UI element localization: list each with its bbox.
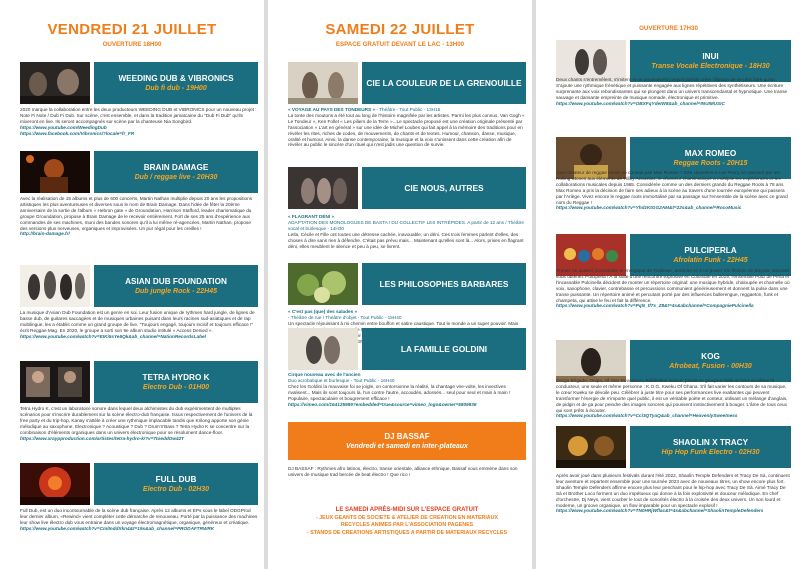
act-description: Prenez un quartet iconoclaste et énergique de Toulouse, associez-le à un power trio féminin de Bogota, secouez, vous obtenez Pulciperla ! A la suite d'une rencontre explosive en Colombie en 2019, l'ensemble Pulci de Perla et l'incassable Pulcinella décident de monter un répertoire original: une musique hybride, chaloupée et charnelle où voix, saxophone, clavier, contrebasse et percussions communient généreusement et donnent la pulse dans une transe puissante. Un répertoire animé et percutant porté par des influences bullerengue, reggaeton, funk et champeta, qui attise le feu et fait la différence. https://www.youtube.com/watch?v=PqN_tf7s_Z8&t=4s&abchannel=CompagniePulcinella: [556, 268, 791, 309]
act-description: La musique d'Asian Dub Foundation est un genre en soi. Leur fusion unique de rythmes hard jungle, de lignes de basse dub, de guitares saccagées et de musiques urbaines puisant dans leurs racines sud-asiatiques et de rap multilingue, les a établis comme un grand groupe de live. "Toujours engagé, toujours incisif et toujours efficace !" écrit Reggae Mag. En 2020, le groupe a sorti son 9e album studio intitulé « Access Denied ». https://www.youtube.com/watch?v=EIKi5sYe5Qk&ab_channel=NationRecordsLabel: [20, 310, 258, 340]
act-band-tetra-hydro-k: [20, 361, 258, 403]
artist-photo: [288, 328, 358, 370]
act-title-box: [362, 62, 526, 104]
act-name: CIE LA COULEUR DE LA GRENOUILLE: [366, 77, 522, 88]
artist-photo: [288, 167, 358, 209]
act-link[interactable]: https://www.youtube.com/watch?v=YhdzKtGG2AM&t=22s&ab_channel=RocoMusic: [556, 205, 742, 211]
act-title-box: [94, 265, 258, 307]
act-link[interactable]: https://www.facebook.com/Vibronics/?locale=fr_FR: [20, 130, 135, 136]
act-name: INUI: [702, 51, 719, 61]
day-heading: VENDREDI 21 JUILLET: [47, 21, 217, 38]
act-description: Deux chants s'entremêlent, s'imitent et se poursuivent jusqu'à parfois créer l'illusion de ne plus faire qu'un. S'ajoute une rythmique frénétique et puissante engagée aux lignes répétitives des synthétiseurs. Une écriture surprenante aux voix rebondissantes qui se plongent dans un univers transcendantal et hypnotique. Une transe sauvage et dansante empreinte de musique nomade, électronique et primitive. https://www.youtube.com/watch?v=OBXFqYdeIW8&ab_channel=INUIMUSIC: [556, 77, 791, 107]
opening-time: OUVERTURE 17H30: [639, 25, 698, 32]
act-description: « VOYAGE AU PAYS DES TONDEURS » - Théâtre - Tout Public - 13H15 La tonte des moutons a été tout au long de l'histoire magnifiée par les artistes. Parmi les plus connus, Van Gogh « Le Tondeur », Ken Follet « Les piliers de la Terre »...Le spectacle proposé est une création originale présenté par l'association « L'art en général » sur une idée de Michel Loubes qui fait appel à la mémoire des traditions pour en révéler les rites, riches de codes, de mouvements, de chants et de textes. Humour, chanson, danse, musique, oralité et humour. Ainsi, la danse contemporaine, la musique et la voix s'unissent dans cette création afin de révéler au public le sincère d'un rituel qui n'est jadis une question de survie.: [288, 107, 525, 148]
act-genre: Afrobeat, Fusion - 00H30: [669, 362, 752, 370]
act-band-weeding-dub: [20, 62, 258, 104]
act-name: CIE NOUS, AUTRES: [404, 182, 484, 193]
act-genre: Afrolatin Funk - 22H45: [673, 256, 748, 264]
act-name: TETRA HYDRO K: [142, 372, 210, 382]
act-link[interactable]: https://www.youtube.com/watch?v=Ccl3QTyaQ&ab_channel=HeavenlySweetness: [556, 413, 738, 419]
artist-photo: [556, 340, 626, 382]
act-band-shaolin: [556, 426, 791, 468]
artist-photo: [20, 151, 90, 193]
act-description: Zongo Brigade, Onipa, All Star Revolution, Riddimtion Sound, plusieurs groupes mais un seul et même fil conducteur, une seule et même personne : K.O.G. Kweku Of Ghana. S'il fait varier les contours de sa musique, le cœur Kweku se dévoile peu. Célébrer à juste titre pour ses performances live exaltantes qui peuvent transformer l'énergie de n'importe quel public, il est un véritable poète et conteur, utilisant un mélange d'anglais, de pidgin et de ga pour peindre des images sonores qui poussent instinctivement à bouger. L'âme de tous ceux qui sont prêts à écouter. https://www.youtube.com/watch?v=Ccl3QTyaQ&ab_channel=HeavenlySweetness: [556, 378, 791, 419]
act-genre: Transe Vocale Electronique - 18H30: [651, 62, 770, 70]
act-name: PULCIPERLA: [684, 245, 737, 255]
act-name: WEEDING DUB & VIBRONICS: [118, 73, 234, 83]
act-name: LA FAMILLE GOLDINI: [400, 343, 488, 354]
act-title-box: [630, 426, 791, 468]
act-link[interactable]: https://www.xraypproduction.com/artistes/tetra-hydro-k/?v=7toeddOw42T: [20, 435, 185, 441]
dj-banner: [288, 422, 526, 460]
show-info: - Théâtre - Tout Public - 13H15: [376, 107, 441, 112]
act-genre: Dub / reggae live - 20H30: [134, 173, 218, 181]
act-band-brain-damage: [20, 151, 258, 193]
artist-photo: [556, 426, 626, 468]
act-band-famille-goldini: [288, 328, 526, 370]
show-info: ADAPTATION DES MONOLOGUES DE BASTA ! DU COLLECTIF LES INTRÉPIDES. A partir de 12 ans / Théâtre vocal et burlesque - 14H30: [288, 219, 524, 231]
act-link[interactable]: http://brain-damage.fr/: [20, 231, 70, 237]
act-genre: Hip Hop Funk Electro - 02H30: [661, 448, 760, 456]
act-link[interactable]: https://www.youtube.com/watch?v=OBXFqYdeIW8&ab_channel=INUIMUSIC: [556, 100, 725, 106]
act-title-box: [94, 151, 258, 193]
act-description: 2020 marque la collaboration entre les deux producteurs WEEDING DUB et VIBRONICS pour un nouveau projet : Note Fi Note / Dub Fi Dub. Sur scène, c'est ensemble, et dans la tradition jamaïcaine du "Dub Fi Dub" qu'ils mixeront en live. Ils seront accompagnés sur scène par la chanteuse Nia Songbird. https://www.youtube.com/WeedingDub https://www.facebook.com/Vibronics/?locale=fr_FR: [20, 107, 257, 136]
show-info: - Théâtre de rue / Théâtre d'objet - Tout Public - 15H40: [288, 314, 402, 320]
artist-photo: [20, 62, 90, 104]
act-title-box: [630, 40, 791, 82]
artist-photo: [556, 40, 626, 82]
act-description: Quel amateur de reggae music ne connait pas Max Romeo ? Des Upsetters à Lee Perry, en passant par les Rolling Stones aux éléments de Trilby Acoustics, le chanteur charismatique a multiplié les expériences et les collaborations musicales depuis 1965. Considérée comme un des derniers grands du Reggae Roots à 78 ans Max Romeo a pris la décision de faire ses adieux à la scène au travers d'une tournée européenne qui passera par l'Ariège. Vivez encore le reggae roots immortalisé par sa passage sur l'ensemble de la scène avec ce grand nom du Reggae ! https://www.youtube.com/watch?v=YhdzKtGG2AM&t=22s&ab_channel=RocoMusic: [556, 170, 791, 211]
act-name: ASIAN DUB FOUNDATION: [125, 276, 227, 286]
day-heading: SAMEDI 22 JUILLET: [325, 21, 475, 38]
page-vendredi: [0, 0, 264, 569]
act-description: « C'est pas (que) des salades » - Théâtre de rue / Théâtre d'objet - Tout Public - 15H40 Un spectacle réjouissant à mi chemin entre bouffon et satire caustique. Tout le monde a un super pouvoir. Mais: [288, 309, 526, 344]
act-description: Cirque nouveau avec de l'ancien Duo acrobatique et burlesque - Tout Public - 16H40 Chez les Goldini la mauvaise foi se joigle, on contorsionne la réalité, la chantage vire-volte, les invectives rivalisent... Mais ils sont toujours là, l'un contre l'autre, accoudés, adossés... seul pour seul et main à main ! Populaire, spectaculaire et bougrement efficace ! https://vimeo.com/164125989?embedded=true&source=vimeo_logo&owner=5809936: [288, 372, 526, 407]
act-genre: Dub jungle Rock - 22H45: [134, 287, 218, 295]
act-genre: Electro Dub - 01H00: [142, 383, 210, 391]
act-name: SHAOLIN X TRACY: [672, 437, 749, 447]
act-description: Full Dub, est un duo incontournable de la scène dub française. Après 12 albums et EPs sous le label ODGProd leur dernier album, «Rewind» vient compléter cette démarche de renouveau. Porté par la puissance des machines leur show live électro dub vous entraine dans un voyage électromagnétique, organique, généreux et créatique. https://www.youtube.com/watch?v=CmlInddXkn4&t=19s&ab_channel=PRODAFTRWRK: [20, 508, 258, 531]
opening-time: ESPACE GRATUIT DEVANT LE LAC - 13H00: [335, 41, 465, 48]
act-link[interactable]: https://www.youtube.com/watch?v=EIKi5sYe5Qk&ab_channel=NationRecordsLabel: [20, 333, 206, 339]
activities-title: LE SAMEDI APRÈS-MIDI SUR L'ESPACE GRATUIT: [335, 507, 479, 513]
act-band-philosophes-barbares: [288, 263, 526, 305]
act-title-box: [94, 62, 258, 104]
dj-description: DJ BASSAF : Rythmes afro latinos, électro, transe orientale, alliance ethnique, Bassaf vous emmène dans son univers de musique trad bercée de beat électro ! Que rico !: [288, 466, 518, 477]
opening-time: OUVERTURE 18H00: [102, 41, 162, 48]
page-samedi: [268, 0, 532, 569]
act-title-box: [362, 263, 526, 305]
act-band-kog: [556, 340, 791, 382]
show-title: « C'est pas (que) des salades »: [288, 309, 358, 314]
act-name: LES PHILOSOPHES BARBARES: [379, 278, 509, 289]
act-band-couleur-grenouille: [288, 62, 526, 104]
act-title-box: [94, 361, 258, 403]
page-samedi-soir: [536, 0, 801, 569]
act-title-box: [362, 328, 526, 370]
free-space-activities: [288, 507, 526, 537]
act-band-full-dub: [20, 463, 258, 505]
act-genre: Reggae Roots - 20H15: [673, 159, 748, 167]
act-link[interactable]: https://vimeo.com/164125989?embedded=true&source=vimeo_logo&owner=5809936: [288, 401, 477, 407]
act-band-inui: [556, 40, 791, 82]
show-title: « VOYAGE AU PAYS DES TONDEURS »: [288, 107, 376, 112]
act-title-box: [362, 167, 526, 209]
act-description: « FLAGRANT DÉNI » ADAPTATION DES MONOLOGUES DE BASTA ! DU COLLECTIF LES INTRÉPIDES. A partir de 12 ans / Théâtre vocal et burlesque - 14H30 Leïla, Cécile et Fille ont toutes une détresse cachée, inavouable, un déni. Ces trois femmes parlent d'elles, des choses à dire sans rien à défendre. C'était pas prévu mais... Maintenant qu'elles sont là... Alors, prises en flagrant déni, elles meublent le silence et peu à peu, se livrent.: [288, 214, 526, 249]
act-name: FULL DUB: [155, 474, 197, 484]
act-link[interactable]: https://www.youtube.com/WeedingDub: [20, 124, 107, 130]
artist-photo: [20, 265, 90, 307]
dj-schedule: Vendredi et samedi en inter-plateaux: [346, 443, 468, 450]
artist-photo: [20, 361, 90, 403]
act-link[interactable]: https://www.youtube.com/watch?v=CmlInddXkn4&t=19s&ab_channel=PRODAFTRWRK: [20, 525, 215, 531]
act-description: Après avoir joué dans plusieurs festivals durant l'été 2022, Shaolin Temple Defenders et Tracy De Sà, continuent leur aventure et repartent ensemble pour une tournée 2023 avec de nouveaux titres, un show encore plus fort. Shaolin Temple Defenders affirme encore plus leur penchant pour le hip-hop avec Tracy De Sà. Aimé Tracy De Sà et Brother Loco forment un duo impétueux qui donne à la fois explosivité et douceur mélodique. En chef d'orchestre, Dj Neys, vient courber le tout de sonorités électro à la croisée des deux univers. Un son lourd et moderne, un groove organique, un flow imparable pour un spectacle explosif ! https://www.youtube.com/watch?v=TN0HRjWflac&t=4s&abchannel=ShaolinTempleDefenders: [556, 473, 790, 514]
act-genre: Dub fi dub - 19H00: [145, 84, 207, 92]
act-band-asian-dub: [20, 265, 258, 307]
show-info: Duo acrobatique et burlesque - Tout Public - 16H40: [288, 377, 395, 383]
act-description: Tetra Hydro K, c'est un laboratoire sonore dans lequel deux alchimistes du dub expérimentent de multiples scénarios pour s'inscrire durablement sur la scène électro-dub française. Issus respectivement de l'univers de la free party et du trip-hop, Kanay s'attèle à créer une rythmique implacable tandis que Krilong apporte son génie mélodique au saxophone. Electronique ? Acoustique ? Dub ? Drum'n'Bass ? Tetra Hydro K se concentre sur la combinaison d'éléments organiques dans un univers électronique pour se résolument dance-floor. https://www.xraypproduction.com/artistes/tetra-hydro-k/?v=7toeddOw42T: [20, 406, 258, 441]
act-description: Avec la réalisation de 15 albums et plus de 600 concerts, Martin Nathan multiplie depuis 20 ans les propositions artistiques les plus aventureuses et diverses sous le nom de Brain Damage. Dans l'idée de fêter la 20ème anniversaire de la sortie de l'album « Hebron gate » de Groundation, Harrison Stafford, leader charismatique du groupe Groundation, propose à Brain Damage de le recevoir entièrement. Fort de ses 25 ans d'expérience aux commandes de ses machines, muni des bandes sonores qu'il a lui même ré-agencées, Martin Nathan, propose des versions plus nerveuses, organiques et improvisées. Un pur régal pour les oreilles ! http://brain-damage.fr/: [20, 196, 258, 237]
artist-photo: [20, 463, 90, 505]
act-name: BRAIN DAMAGE: [143, 162, 209, 172]
activities-line: - JEUX GEANTS DE SOCIETE & ATELIER DE CREATION EN MATERIAUX: [316, 514, 498, 521]
show-title: « FLAGRANT DÉNI »: [288, 214, 335, 219]
act-name: KOG: [701, 351, 720, 361]
act-genre: Electro Dub - 02H30: [142, 485, 210, 493]
artist-photo: [288, 263, 358, 305]
activities-line: - STANDS DE CREATIONS ARTISTIQUES A PARTIR DE MATERIAUX RECYCLES: [306, 529, 507, 536]
artist-photo: [288, 62, 358, 104]
act-link[interactable]: https://www.youtube.com/watch?v=PqN_tf7s_Z8&t=4s&abchannel=CompagniePulcinella: [556, 303, 754, 309]
dj-name: DJ BASSAF: [384, 432, 430, 441]
act-band-nous-autres: [288, 167, 526, 209]
act-link[interactable]: https://www.youtube.com/watch?v=TN0HRjWflac&t=4s&abchannel=ShaolinTempleDefenders: [556, 508, 764, 514]
show-title: Cirque nouveau avec de l'ancien: [288, 372, 361, 377]
act-title-box: [94, 463, 258, 505]
act-title-box: [630, 340, 791, 382]
act-name: MAX ROMEO: [684, 148, 737, 158]
activities-line: RECYCLES ANIMES PAR L'ASSOCIATION PAGENES: [340, 522, 474, 529]
